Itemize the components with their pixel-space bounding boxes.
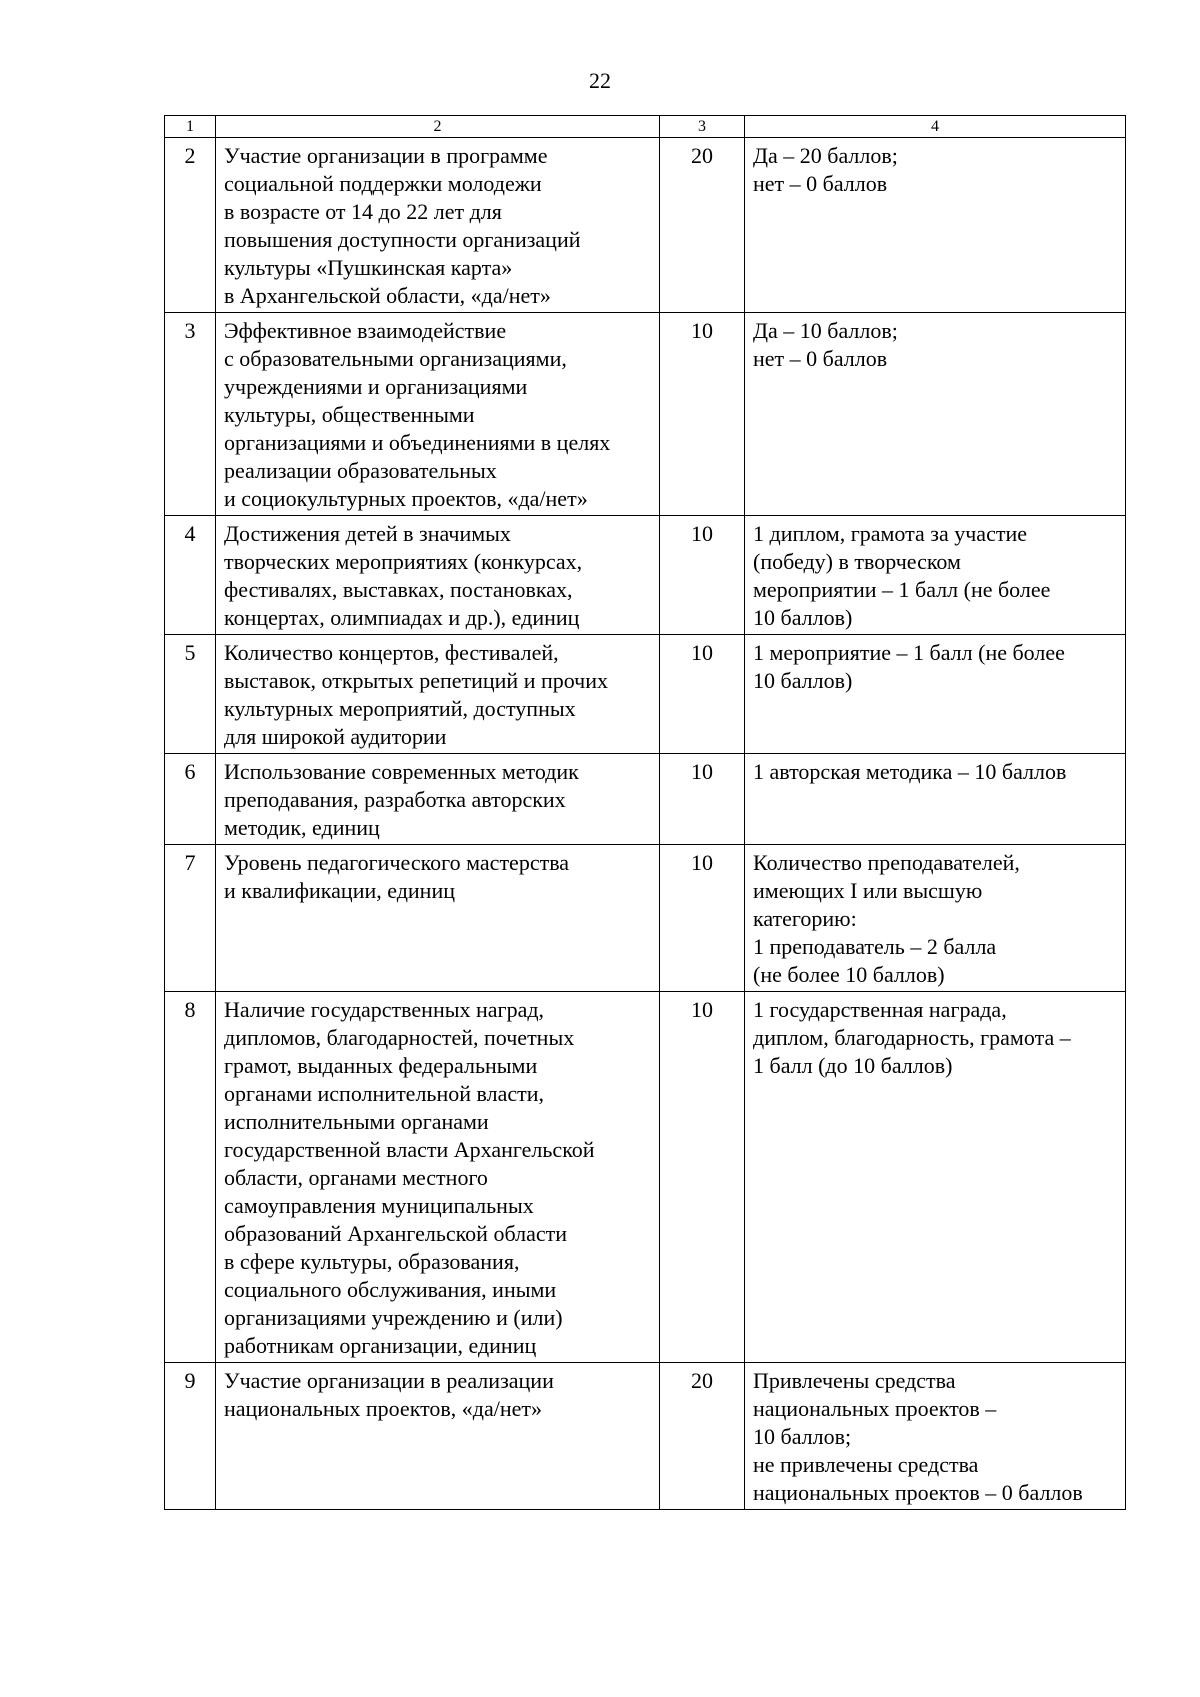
criterion-cell xyxy=(216,138,660,313)
table-row xyxy=(165,754,1126,845)
criterion-cell xyxy=(216,754,660,845)
table-row xyxy=(165,516,1126,635)
scoring-rule-cell xyxy=(745,1363,1126,1510)
criterion-line: органами исполнительной власти, xyxy=(224,1081,544,1106)
header-col-2: 2 xyxy=(216,116,660,138)
criterion-line: Эффективное взаимодействие xyxy=(224,318,507,343)
criterion-line: учреждениями и организациями xyxy=(224,374,528,399)
max-score-cell: 10 xyxy=(660,992,745,1363)
scoring-rule-line: национальных проектов – 0 баллов xyxy=(753,1480,1083,1505)
criterion-line: дипломов, благодарностей, почетных xyxy=(224,1025,575,1050)
criterion-line: и социокультурных проектов, «да/нет» xyxy=(224,486,588,511)
criterion-line: культурных мероприятий, доступных xyxy=(224,696,576,721)
criterion-line: организациями учреждению и (или) xyxy=(224,1305,563,1330)
criteria-table xyxy=(164,115,1126,1510)
scoring-rule-line: Да – 20 баллов; xyxy=(753,143,898,168)
criterion-line: образований Архангельской области xyxy=(224,1221,567,1246)
table-row xyxy=(165,992,1126,1363)
max-score-cell: 10 xyxy=(660,845,745,992)
scoring-rule-cell xyxy=(745,845,1126,992)
row-number: 9 xyxy=(165,1363,216,1510)
criterion-line: грамот, выданных федеральными xyxy=(224,1053,538,1078)
scoring-rule-line: диплом, благодарность, грамота – xyxy=(753,1025,1071,1050)
criterion-line: концертах, олимпиадах и др.), единиц xyxy=(224,605,580,630)
table-row xyxy=(165,313,1126,516)
criterion-line: социальной поддержки молодежи xyxy=(224,171,542,196)
scoring-rule-line: 1 диплом, грамота за участие xyxy=(753,521,1027,546)
scoring-rule-line: 1 авторская методика – 10 баллов xyxy=(753,759,1067,784)
criterion-line: преподавания, разработка авторских xyxy=(224,787,566,812)
scoring-rule-line: категорию: xyxy=(753,906,857,931)
criterion-line: творческих мероприятиях (конкурсах, xyxy=(224,549,583,574)
scoring-rule-cell xyxy=(745,635,1126,754)
criterion-line: области, органами местного xyxy=(224,1165,488,1190)
criterion-line: Участие организации в реализации xyxy=(224,1368,554,1393)
table-header xyxy=(165,116,1126,138)
scoring-rule-line: имеющих I или высшую xyxy=(753,878,983,903)
table-row xyxy=(165,1363,1126,1510)
criterion-line: в возрасте от 14 до 22 лет для xyxy=(224,199,502,224)
scoring-rule-line: Да – 10 баллов; xyxy=(753,318,898,343)
scoring-rule-line: 1 балл (до 10 баллов) xyxy=(753,1053,953,1078)
criterion-line: Количество концертов, фестивалей, xyxy=(224,640,559,665)
criterion-line: реализации образовательных xyxy=(224,458,497,483)
criterion-cell xyxy=(216,1363,660,1510)
scoring-rule-line: Количество преподавателей, xyxy=(753,850,1020,875)
table-row xyxy=(165,635,1126,754)
scoring-rule-line: национальных проектов – xyxy=(753,1396,997,1421)
row-number: 8 xyxy=(165,992,216,1363)
header-col-4: 4 xyxy=(745,116,1126,138)
criterion-line: Использование современных методик xyxy=(224,759,579,784)
max-score-cell: 10 xyxy=(660,754,745,845)
criterion-line: в Архангельской области, «да/нет» xyxy=(224,283,551,308)
scoring-rule-line: 1 мероприятие – 1 балл (не более xyxy=(753,640,1065,665)
scoring-rule-cell xyxy=(745,138,1126,313)
scoring-rule-line: (победу) в творческом xyxy=(753,549,961,574)
row-number: 6 xyxy=(165,754,216,845)
scoring-rule-line: 10 баллов) xyxy=(753,668,853,693)
criterion-line: и квалификации, единиц xyxy=(224,878,455,903)
criterion-line: культуры, общественными xyxy=(224,402,475,427)
criterion-line: Участие организации в программе xyxy=(224,143,548,168)
scoring-rule-cell xyxy=(745,992,1126,1363)
table-body xyxy=(165,138,1126,1510)
criterion-line: Наличие государственных наград, xyxy=(224,997,545,1022)
scoring-rule-line: не привлечены средства xyxy=(753,1452,979,1477)
max-score-cell: 10 xyxy=(660,516,745,635)
max-score-cell: 20 xyxy=(660,1363,745,1510)
criterion-line: организациями и объединениями в целях xyxy=(224,430,611,455)
criterion-line: Достижения детей в значимых xyxy=(224,521,511,546)
criterion-cell xyxy=(216,516,660,635)
criterion-line: национальных проектов, «да/нет» xyxy=(224,1396,543,1421)
criterion-line: повышения доступности организаций xyxy=(224,227,581,252)
header-col-3: 3 xyxy=(660,116,745,138)
scoring-rule-line: 1 преподаватель – 2 балла xyxy=(753,934,997,959)
criterion-cell xyxy=(216,992,660,1363)
criterion-line: Уровень педагогического мастерства xyxy=(224,850,570,875)
scoring-rule-line: нет – 0 баллов xyxy=(753,346,888,371)
scoring-rule-line: 10 баллов; xyxy=(753,1424,852,1449)
criterion-line: самоуправления муниципальных xyxy=(224,1193,534,1218)
max-score-cell: 10 xyxy=(660,313,745,516)
scoring-rule-line: 1 государственная награда, xyxy=(753,997,1007,1022)
scoring-rule-line: Привлечены средства xyxy=(753,1368,956,1393)
table-row xyxy=(165,138,1126,313)
criterion-line: государственной власти Архангельской xyxy=(224,1137,595,1162)
criterion-line: социального обслуживания, иными xyxy=(224,1277,557,1302)
row-number: 4 xyxy=(165,516,216,635)
scoring-rule-cell xyxy=(745,313,1126,516)
scoring-rule-line: 10 баллов) xyxy=(753,605,853,630)
criterion-line: выставок, открытых репетиций и прочих xyxy=(224,668,609,693)
scoring-rule-cell xyxy=(745,754,1126,845)
criterion-line: для широкой аудитории xyxy=(224,724,447,749)
scoring-rule-line: (не более 10 баллов) xyxy=(753,962,945,987)
max-score-cell: 20 xyxy=(660,138,745,313)
criterion-line: в сфере культуры, образования, xyxy=(224,1249,520,1274)
criterion-line: исполнительными органами xyxy=(224,1109,489,1134)
criterion-cell xyxy=(216,845,660,992)
row-number: 7 xyxy=(165,845,216,992)
criterion-cell xyxy=(216,313,660,516)
criterion-cell xyxy=(216,635,660,754)
scoring-rule-line: нет – 0 баллов xyxy=(753,171,888,196)
max-score-cell: 10 xyxy=(660,635,745,754)
row-number: 2 xyxy=(165,138,216,313)
row-number: 5 xyxy=(165,635,216,754)
table-row xyxy=(165,845,1126,992)
criterion-line: с образовательными организациями, xyxy=(224,346,567,371)
header-col-1: 1 xyxy=(165,116,216,138)
page-number: 22 xyxy=(589,68,611,93)
criterion-line: фестивалях, выставках, постановках, xyxy=(224,577,573,602)
criterion-line: методик, единиц xyxy=(224,815,380,840)
scoring-rule-line: мероприятии – 1 балл (не более xyxy=(753,577,1051,602)
row-number: 3 xyxy=(165,313,216,516)
scoring-rule-cell xyxy=(745,516,1126,635)
header-row xyxy=(165,116,1126,138)
criterion-line: работникам организации, единиц xyxy=(224,1333,537,1358)
criterion-line: культуры «Пушкинская карта» xyxy=(224,255,513,280)
